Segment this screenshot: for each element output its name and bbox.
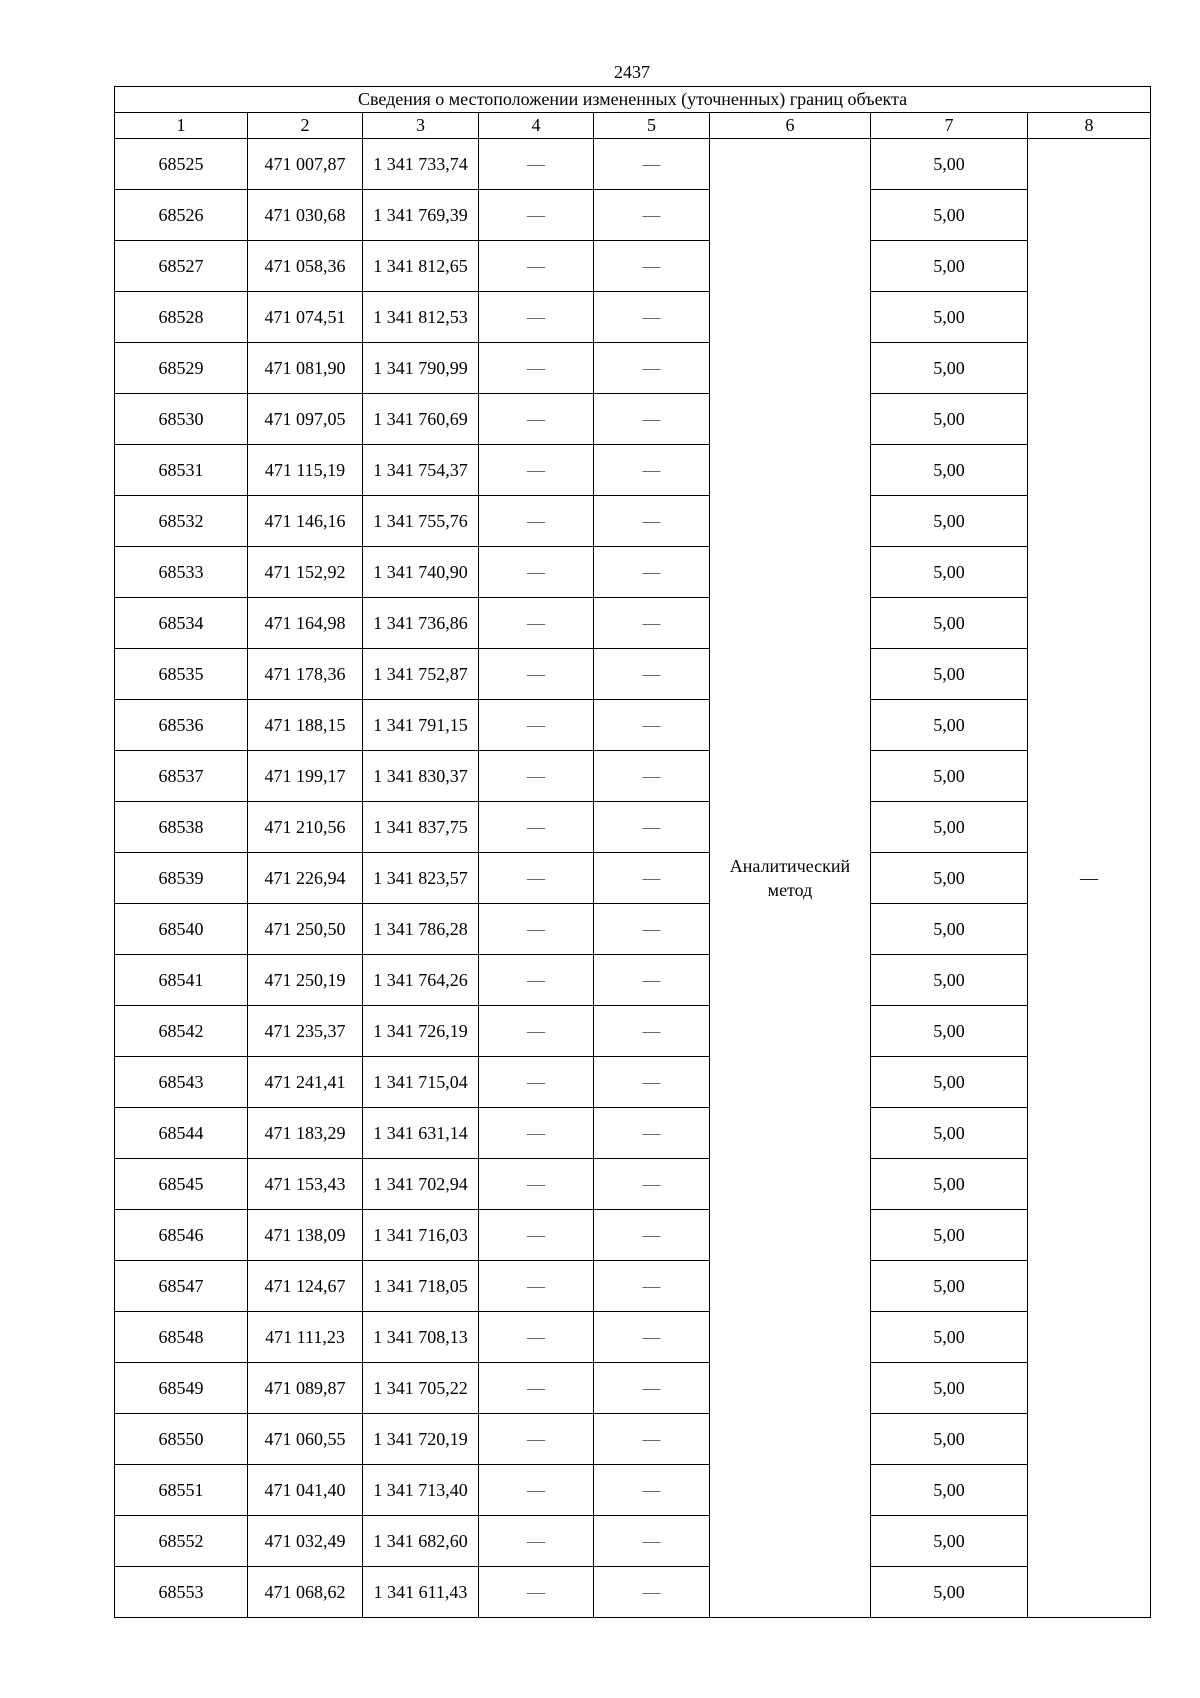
precision-cell: 5,00 xyxy=(871,1465,1028,1516)
column-5-cell: — xyxy=(594,292,710,343)
column-5-cell: — xyxy=(594,802,710,853)
table-row xyxy=(115,547,1151,598)
precision-cell: 5,00 xyxy=(871,649,1028,700)
point-number-cell: 68532 xyxy=(115,496,248,547)
column-5-cell: — xyxy=(594,1414,710,1465)
coord-x-cell: 471 097,05 xyxy=(248,394,363,445)
table-row xyxy=(115,700,1151,751)
point-number-cell: 68526 xyxy=(115,190,248,241)
precision-cell: 5,00 xyxy=(871,1312,1028,1363)
coord-y-cell: 1 341 715,04 xyxy=(363,1057,479,1108)
column-5-cell: — xyxy=(594,139,710,190)
column-4-cell: — xyxy=(479,292,594,343)
table-row xyxy=(115,1465,1151,1516)
point-number-cell: 68552 xyxy=(115,1516,248,1567)
coord-y-cell: 1 341 812,53 xyxy=(363,292,479,343)
column-4-cell: — xyxy=(479,1567,594,1618)
table-row xyxy=(115,955,1151,1006)
column-4-cell: — xyxy=(479,343,594,394)
column-4-cell: — xyxy=(479,190,594,241)
coord-y-cell: 1 341 752,87 xyxy=(363,649,479,700)
column-5-cell: — xyxy=(594,1312,710,1363)
table-row xyxy=(115,1567,1151,1618)
point-number-cell: 68533 xyxy=(115,547,248,598)
coord-y-cell: 1 341 702,94 xyxy=(363,1159,479,1210)
coord-x-cell: 471 164,98 xyxy=(248,598,363,649)
column-5-cell: — xyxy=(594,1516,710,1567)
column-4-cell: — xyxy=(479,1312,594,1363)
coord-x-cell: 471 199,17 xyxy=(248,751,363,802)
coord-y-cell: 1 341 611,43 xyxy=(363,1567,479,1618)
column-4-cell: — xyxy=(479,853,594,904)
coord-x-cell: 471 081,90 xyxy=(248,343,363,394)
precision-cell: 5,00 xyxy=(871,1159,1028,1210)
coord-x-cell: 471 183,29 xyxy=(248,1108,363,1159)
boundary-coordinates-table xyxy=(114,86,1151,1618)
column-5-cell: — xyxy=(594,1006,710,1057)
table-row xyxy=(115,1414,1151,1465)
column-4-cell: — xyxy=(479,955,594,1006)
precision-cell: 5,00 xyxy=(871,496,1028,547)
coord-x-cell: 471 007,87 xyxy=(248,139,363,190)
column-4-cell: — xyxy=(479,700,594,751)
coord-x-cell: 471 152,92 xyxy=(248,547,363,598)
point-number-cell: 68551 xyxy=(115,1465,248,1516)
precision-cell: 5,00 xyxy=(871,190,1028,241)
precision-cell: 5,00 xyxy=(871,802,1028,853)
table-row xyxy=(115,649,1151,700)
point-number-cell: 68531 xyxy=(115,445,248,496)
coord-y-cell: 1 341 682,60 xyxy=(363,1516,479,1567)
coord-y-cell: 1 341 733,74 xyxy=(363,139,479,190)
column-4-cell: — xyxy=(479,1516,594,1567)
column-4-cell: — xyxy=(479,1261,594,1312)
coord-x-cell: 471 226,94 xyxy=(248,853,363,904)
coord-x-cell: 471 115,19 xyxy=(248,445,363,496)
column-5-cell: — xyxy=(594,1210,710,1261)
precision-cell: 5,00 xyxy=(871,598,1028,649)
coord-x-cell: 471 250,19 xyxy=(248,955,363,1006)
coord-x-cell: 471 030,68 xyxy=(248,190,363,241)
column-5-cell: — xyxy=(594,598,710,649)
column-4-cell: — xyxy=(479,1006,594,1057)
column-5-cell: — xyxy=(594,751,710,802)
column-5-cell: — xyxy=(594,700,710,751)
column-4-cell: — xyxy=(479,1159,594,1210)
precision-cell: 5,00 xyxy=(871,1057,1028,1108)
table-row xyxy=(115,1261,1151,1312)
precision-cell: 5,00 xyxy=(871,700,1028,751)
coord-x-cell: 471 153,43 xyxy=(248,1159,363,1210)
column-5-cell: — xyxy=(594,853,710,904)
table-row xyxy=(115,1363,1151,1414)
coord-y-cell: 1 341 726,19 xyxy=(363,1006,479,1057)
column-5-cell: — xyxy=(594,649,710,700)
column-4-cell: — xyxy=(479,139,594,190)
coord-y-cell: 1 341 755,76 xyxy=(363,496,479,547)
column-4-cell: — xyxy=(479,496,594,547)
coord-y-cell: 1 341 754,37 xyxy=(363,445,479,496)
point-number-cell: 68535 xyxy=(115,649,248,700)
column-8-cell: — xyxy=(1028,139,1151,1618)
table-caption: Сведения о местоположении измененных (уточненных) границ объекта xyxy=(115,87,1151,113)
column-number-8: 8 xyxy=(1028,113,1151,139)
table-row xyxy=(115,802,1151,853)
page-number: 2437 xyxy=(614,62,650,82)
column-number-3: 3 xyxy=(363,113,479,139)
column-5-cell: — xyxy=(594,1465,710,1516)
point-number-cell: 68542 xyxy=(115,1006,248,1057)
column-5-cell: — xyxy=(594,1159,710,1210)
column-4-cell: — xyxy=(479,904,594,955)
point-number-cell: 68541 xyxy=(115,955,248,1006)
column-number-row xyxy=(115,113,1151,139)
column-5-cell: — xyxy=(594,1363,710,1414)
column-4-cell: — xyxy=(479,241,594,292)
precision-cell: 5,00 xyxy=(871,343,1028,394)
table-row xyxy=(115,292,1151,343)
precision-cell: 5,00 xyxy=(871,139,1028,190)
column-5-cell: — xyxy=(594,445,710,496)
table-row xyxy=(115,1006,1151,1057)
column-5-cell: — xyxy=(594,547,710,598)
coord-y-cell: 1 341 720,19 xyxy=(363,1414,479,1465)
column-4-cell: — xyxy=(479,1210,594,1261)
point-number-cell: 68529 xyxy=(115,343,248,394)
column-5-cell: — xyxy=(594,955,710,1006)
column-number-6: 6 xyxy=(710,113,871,139)
coord-y-cell: 1 341 790,99 xyxy=(363,343,479,394)
column-number-1: 1 xyxy=(115,113,248,139)
precision-cell: 5,00 xyxy=(871,853,1028,904)
point-number-cell: 68543 xyxy=(115,1057,248,1108)
table-row xyxy=(115,1159,1151,1210)
point-number-cell: 68534 xyxy=(115,598,248,649)
coord-x-cell: 471 124,67 xyxy=(248,1261,363,1312)
column-4-cell: — xyxy=(479,1108,594,1159)
point-number-cell: 68539 xyxy=(115,853,248,904)
precision-cell: 5,00 xyxy=(871,955,1028,1006)
point-number-cell: 68537 xyxy=(115,751,248,802)
table-row xyxy=(115,496,1151,547)
coord-y-cell: 1 341 736,86 xyxy=(363,598,479,649)
column-4-cell: — xyxy=(479,547,594,598)
coord-x-cell: 471 146,16 xyxy=(248,496,363,547)
coord-x-cell: 471 074,51 xyxy=(248,292,363,343)
point-number-cell: 68544 xyxy=(115,1108,248,1159)
point-number-cell: 68547 xyxy=(115,1261,248,1312)
coord-x-cell: 471 178,36 xyxy=(248,649,363,700)
coord-x-cell: 471 241,41 xyxy=(248,1057,363,1108)
point-number-cell: 68550 xyxy=(115,1414,248,1465)
column-5-cell: — xyxy=(594,343,710,394)
point-number-cell: 68548 xyxy=(115,1312,248,1363)
coord-y-cell: 1 341 716,03 xyxy=(363,1210,479,1261)
table-row xyxy=(115,445,1151,496)
column-5-cell: — xyxy=(594,1108,710,1159)
column-4-cell: — xyxy=(479,802,594,853)
point-number-cell: 68538 xyxy=(115,802,248,853)
coord-x-cell: 471 032,49 xyxy=(248,1516,363,1567)
table-row xyxy=(115,343,1151,394)
coord-y-cell: 1 341 830,37 xyxy=(363,751,479,802)
column-5-cell: — xyxy=(594,1261,710,1312)
coord-y-cell: 1 341 769,39 xyxy=(363,190,479,241)
column-number-5: 5 xyxy=(594,113,710,139)
column-number-2: 2 xyxy=(248,113,363,139)
table-row xyxy=(115,751,1151,802)
coord-x-cell: 471 089,87 xyxy=(248,1363,363,1414)
table-body xyxy=(115,139,1151,1618)
coord-x-cell: 471 235,37 xyxy=(248,1006,363,1057)
precision-cell: 5,00 xyxy=(871,292,1028,343)
column-5-cell: — xyxy=(594,496,710,547)
table-row xyxy=(115,394,1151,445)
point-number-cell: 68527 xyxy=(115,241,248,292)
table-row xyxy=(115,1516,1151,1567)
point-number-cell: 68545 xyxy=(115,1159,248,1210)
column-4-cell: — xyxy=(479,394,594,445)
coord-x-cell: 471 041,40 xyxy=(248,1465,363,1516)
column-4-cell: — xyxy=(479,598,594,649)
precision-cell: 5,00 xyxy=(871,1516,1028,1567)
precision-cell: 5,00 xyxy=(871,904,1028,955)
table-row xyxy=(115,1210,1151,1261)
coord-y-cell: 1 341 713,40 xyxy=(363,1465,479,1516)
coord-y-cell: 1 341 837,75 xyxy=(363,802,479,853)
column-4-cell: — xyxy=(479,1363,594,1414)
precision-cell: 5,00 xyxy=(871,394,1028,445)
coord-x-cell: 471 250,50 xyxy=(248,904,363,955)
point-number-cell: 68549 xyxy=(115,1363,248,1414)
coord-x-cell: 471 138,09 xyxy=(248,1210,363,1261)
point-number-cell: 68553 xyxy=(115,1567,248,1618)
precision-cell: 5,00 xyxy=(871,1414,1028,1465)
coord-y-cell: 1 341 791,15 xyxy=(363,700,479,751)
point-number-cell: 68546 xyxy=(115,1210,248,1261)
method-cell: Аналитический метод xyxy=(710,139,871,1618)
coord-x-cell: 471 060,55 xyxy=(248,1414,363,1465)
precision-cell: 5,00 xyxy=(871,1363,1028,1414)
precision-cell: 5,00 xyxy=(871,1210,1028,1261)
coord-y-cell: 1 341 812,65 xyxy=(363,241,479,292)
precision-cell: 5,00 xyxy=(871,1567,1028,1618)
coord-x-cell: 471 068,62 xyxy=(248,1567,363,1618)
precision-cell: 5,00 xyxy=(871,445,1028,496)
coord-x-cell: 471 188,15 xyxy=(248,700,363,751)
table-row xyxy=(115,598,1151,649)
column-4-cell: — xyxy=(479,1465,594,1516)
coord-y-cell: 1 341 760,69 xyxy=(363,394,479,445)
point-number-cell: 68525 xyxy=(115,139,248,190)
point-number-cell: 68528 xyxy=(115,292,248,343)
point-number-cell: 68536 xyxy=(115,700,248,751)
table-row xyxy=(115,241,1151,292)
table-row xyxy=(115,1312,1151,1363)
point-number-cell: 68540 xyxy=(115,904,248,955)
column-5-cell: — xyxy=(594,241,710,292)
coord-y-cell: 1 341 631,14 xyxy=(363,1108,479,1159)
precision-cell: 5,00 xyxy=(871,751,1028,802)
table-row xyxy=(115,904,1151,955)
precision-cell: 5,00 xyxy=(871,1006,1028,1057)
table-row xyxy=(115,139,1151,190)
precision-cell: 5,00 xyxy=(871,1261,1028,1312)
column-4-cell: — xyxy=(479,649,594,700)
point-number-cell: 68530 xyxy=(115,394,248,445)
column-4-cell: — xyxy=(479,445,594,496)
coord-y-cell: 1 341 740,90 xyxy=(363,547,479,598)
coord-x-cell: 471 058,36 xyxy=(248,241,363,292)
column-5-cell: — xyxy=(594,904,710,955)
column-4-cell: — xyxy=(479,1057,594,1108)
coord-y-cell: 1 341 786,28 xyxy=(363,904,479,955)
coord-x-cell: 471 210,56 xyxy=(248,802,363,853)
precision-cell: 5,00 xyxy=(871,241,1028,292)
precision-cell: 5,00 xyxy=(871,1108,1028,1159)
table-row xyxy=(115,1057,1151,1108)
table-row xyxy=(115,853,1151,904)
precision-cell: 5,00 xyxy=(871,547,1028,598)
column-4-cell: — xyxy=(479,751,594,802)
coord-x-cell: 471 111,23 xyxy=(248,1312,363,1363)
coord-y-cell: 1 341 708,13 xyxy=(363,1312,479,1363)
column-5-cell: — xyxy=(594,1057,710,1108)
coord-y-cell: 1 341 764,26 xyxy=(363,955,479,1006)
table-row xyxy=(115,1108,1151,1159)
coord-y-cell: 1 341 705,22 xyxy=(363,1363,479,1414)
column-5-cell: — xyxy=(594,190,710,241)
column-5-cell: — xyxy=(594,394,710,445)
column-number-4: 4 xyxy=(479,113,594,139)
column-4-cell: — xyxy=(479,1414,594,1465)
coord-y-cell: 1 341 823,57 xyxy=(363,853,479,904)
coord-y-cell: 1 341 718,05 xyxy=(363,1261,479,1312)
column-number-7: 7 xyxy=(871,113,1028,139)
table-row xyxy=(115,190,1151,241)
column-5-cell: — xyxy=(594,1567,710,1618)
